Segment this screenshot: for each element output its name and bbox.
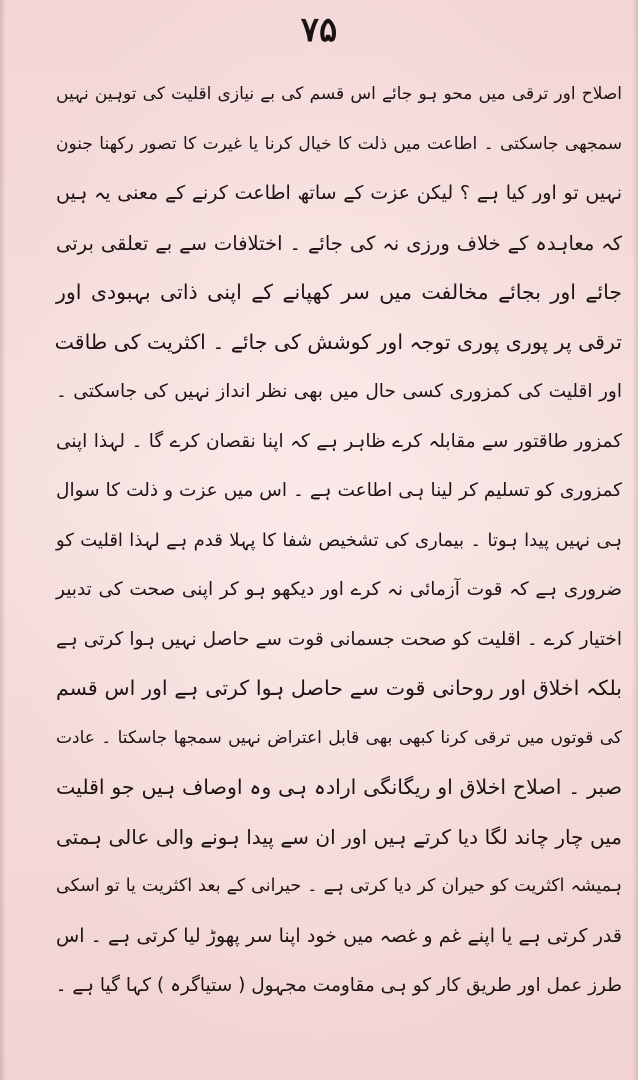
page-body-text <box>56 70 622 1011</box>
text-line: اور اقلیت کی کمزوری کسی حال میں بھی نظر انداز نہیں کی جاسکتی ۔ <box>56 381 622 402</box>
text-line: ہی نہیں پیدا ہوتا ۔ بیماری کی تشخیص شفا کا پہلا قدم ہے لہذا اقلیت کو <box>56 529 622 551</box>
text-line: کہ معاہدہ کے خلاف ورزی نہ کی جائے ۔ اختلافات سے بے تعلقی برتی <box>56 231 622 255</box>
text-line: صبر ۔ اصلاح اخلاق او ریگانگی ارادہ ہی وہ اوصاف ہیں جو اقلیت <box>56 775 622 799</box>
text-line: جائے اور بجائے مخالفت میں سر کھپانے کے اپنی ذاتی بہبودی اور <box>56 280 622 304</box>
text-line: کمزور طاقتور سے مقابلہ کرے ظاہر ہے کہ اپنا نقصان کرے گا ۔ لہذا اپنی <box>56 430 622 452</box>
text-line: ہمیشہ اکثریت کو حیران کر دیا کرتی ہے ۔ حیرانی کے بعد اکثریت یا تو اسکی <box>56 876 622 896</box>
text-line: سمجھی جاسکتی ۔ اطاعت میں ذلت کا خیال کرنا یا غیرت کا تصور رکھنا جنون <box>56 133 622 154</box>
text-line: اصلاح اور ترقی میں محو ہو جائے اس قسم کی بے نیازی اقلیت کی توہین نہیں <box>56 84 622 104</box>
text-line: ضروری ہے کہ قوت آزمائی نہ کرے اور دیکھو ہو کر اپنی صحت کی تدبیر <box>56 579 622 600</box>
text-line: بلکہ اخلاق اور روحانی قوت سے حاصل ہوا کرتی ہے اور اس قسم <box>56 676 622 700</box>
text-line: ترقی پر پوری پوری توجہ اور کوشش کی جائے ۔ اکثریت کی طاقت <box>54 329 622 354</box>
text-line: طرز عمل اور طریق کار کو ہی مقاومت مجہول ( ستیاگرہ ) کہا گیا ہے ۔ <box>55 975 622 996</box>
text-line: نہیں تو اور کیا ہے ؟ لیکن عزت کے ساتھ اطاعت کرنے کے معنی یہ ہیں <box>56 182 622 204</box>
page-number: ۷۵ <box>300 10 338 50</box>
text-line: میں چار چاند لگا دیا کرتے ہیں اور ان سے پیدا ہونے والی عالی ہمتی <box>56 824 622 849</box>
page-edge-right <box>632 0 638 1080</box>
text-line: قدر کرتی ہے یا اپنے غم و غصہ میں خود اپنا سر پھوڑ لیا کرتی ہے ۔ اس <box>56 924 622 947</box>
text-line: اختیار کرے ۔ اقلیت کو صحت جسمانی قوت سے حاصل نہیں ہوا کرتی ہے <box>56 628 622 650</box>
text-line: کی قوتوں میں ترقی کرنا کبھی بھی قابل اعتراض نہیں سمجھا جاسکتا ۔ عادت <box>56 727 622 748</box>
text-line: کمزوری کو تسلیم کر لینا ہی اطاعت ہے ۔ اس میں عزت و ذلت کا سوال <box>56 480 622 501</box>
page-edge-left <box>0 0 6 1080</box>
